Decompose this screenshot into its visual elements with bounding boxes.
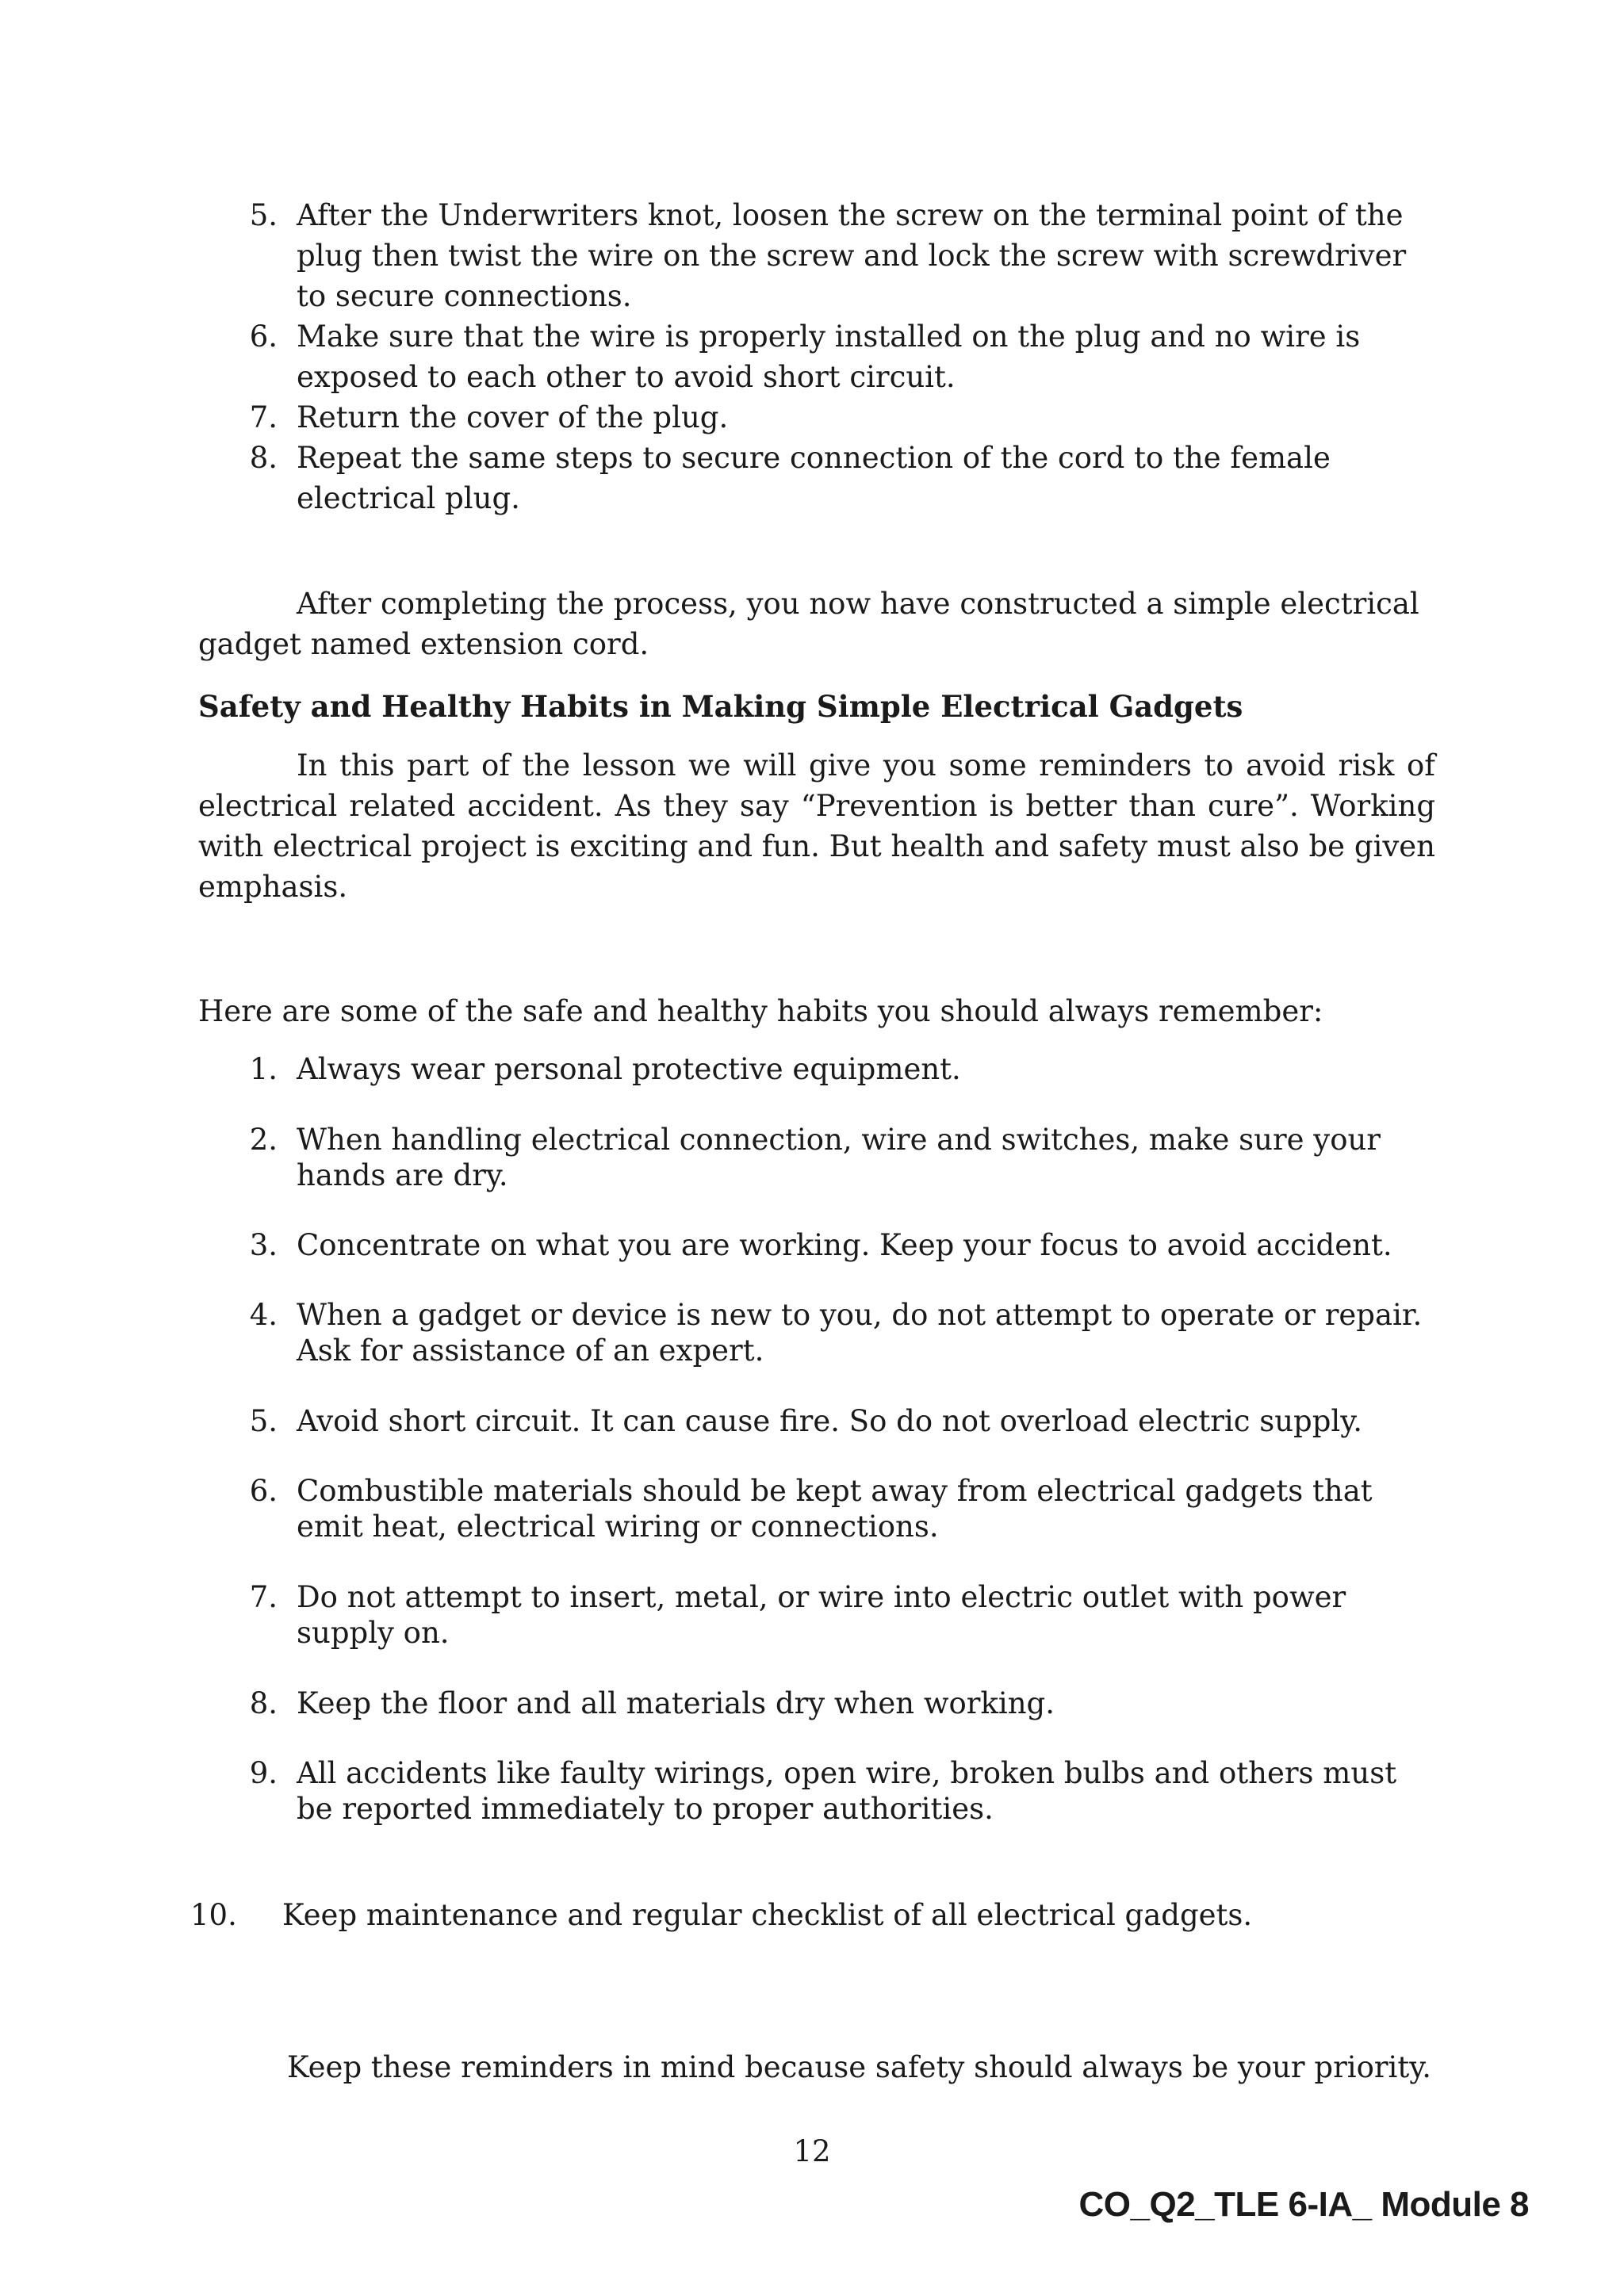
list-item-number: 7.: [249, 400, 278, 434]
list-item-number: 2.: [249, 1123, 278, 1157]
list-item: [190, 1897, 1435, 1933]
list-item-number: 3.: [249, 1228, 278, 1262]
list-item: [198, 316, 1435, 397]
page-number: 12: [793, 2134, 831, 2168]
list-item-text: Always wear personal protective equipment.: [297, 1052, 961, 1086]
list-item-number: 8.: [249, 1686, 278, 1720]
list-item-text: When a gadget or device is new to you, do not attempt to operate or repair. Ask for assistance of an expert.: [297, 1298, 1423, 1368]
habits-intro: Here are some of the safe and healthy habits you should always remember:: [198, 994, 1323, 1028]
list-item-number: 4.: [249, 1298, 278, 1332]
list-item: [198, 1122, 1435, 1193]
list-item-text: Return the cover of the plug.: [297, 400, 729, 434]
list-item: [198, 438, 1435, 519]
intro-paragraph: In this part of the lesson we will give you some reminders to avoid risk of electrical related accident. As they say “Prevention is better than cure”. Working with electrical project is exciting and fun. But health and safety must also be given emphasis.: [198, 748, 1435, 904]
list-item-text: Keep the floor and all materials dry when working.: [297, 1686, 1055, 1720]
list-item: [198, 397, 1435, 438]
list-item: [198, 1686, 1435, 1721]
closing-reminder: Keep these reminders in mind because safety should always be your priority.: [287, 2050, 1431, 2084]
list-item-number: 7.: [249, 1580, 278, 1614]
list-item-number: 8.: [249, 441, 278, 475]
list-item-text: Avoid short circuit. It can cause fire. So do not overload electric supply.: [297, 1404, 1362, 1438]
list-item-number: 5.: [249, 198, 278, 232]
list-item: [198, 1473, 1435, 1544]
list-item-number: 6.: [249, 1474, 278, 1508]
list-item: [198, 1403, 1435, 1439]
list-item-number: 6.: [249, 320, 278, 354]
list-item-text: All accidents like faulty wirings, open wire, broken bulbs and others must be reported immediately to proper authorities.: [297, 1756, 1397, 1826]
section-heading: Safety and Healthy Habits in Making Simple Electrical Gadgets: [198, 689, 1243, 724]
list-item-text: Keep maintenance and regular checklist of all electrical gadgets.: [282, 1898, 1253, 1932]
list-item: [198, 195, 1435, 316]
list-item: [198, 1051, 1435, 1087]
list-item: [198, 1755, 1435, 1827]
list-item-text: Concentrate on what you are working. Keep your focus to avoid accident.: [297, 1228, 1392, 1262]
list-item-number: 5.: [249, 1404, 278, 1438]
list-item-text: When handling electrical connection, wire and switches, make sure your hands are dry.: [297, 1123, 1381, 1192]
list-item-text: After the Underwriters knot, loosen the screw on the terminal point of the plug then twist the wire on the screw and lock the screw with screwdriver to secure connections.: [297, 198, 1407, 313]
list-item-text: Make sure that the wire is properly installed on the plug and no wire is exposed to each other to avoid short circuit.: [297, 320, 1361, 394]
list-item-text: Repeat the same steps to secure connection of the cord to the female electrical plug.: [297, 441, 1331, 515]
list-item: [198, 1297, 1435, 1368]
list-item-text: Do not attempt to insert, metal, or wire into electric outlet with power supply on.: [297, 1580, 1346, 1650]
list-item-number: 1.: [249, 1052, 278, 1086]
list-item: [198, 1227, 1435, 1263]
module-code: CO_Q2_TLE 6-IA_ Module 8: [1078, 2185, 1529, 2224]
list-item-number: 10.: [190, 1898, 237, 1932]
completion-paragraph: After completing the process, you now have constructed a simple electrical gadget named extension cord.: [198, 587, 1419, 661]
list-item: [198, 1579, 1435, 1651]
list-item-number: 9.: [249, 1756, 278, 1790]
list-item-text: Combustible materials should be kept away from electrical gadgets that emit heat, electrical wiring or connections.: [297, 1474, 1373, 1544]
